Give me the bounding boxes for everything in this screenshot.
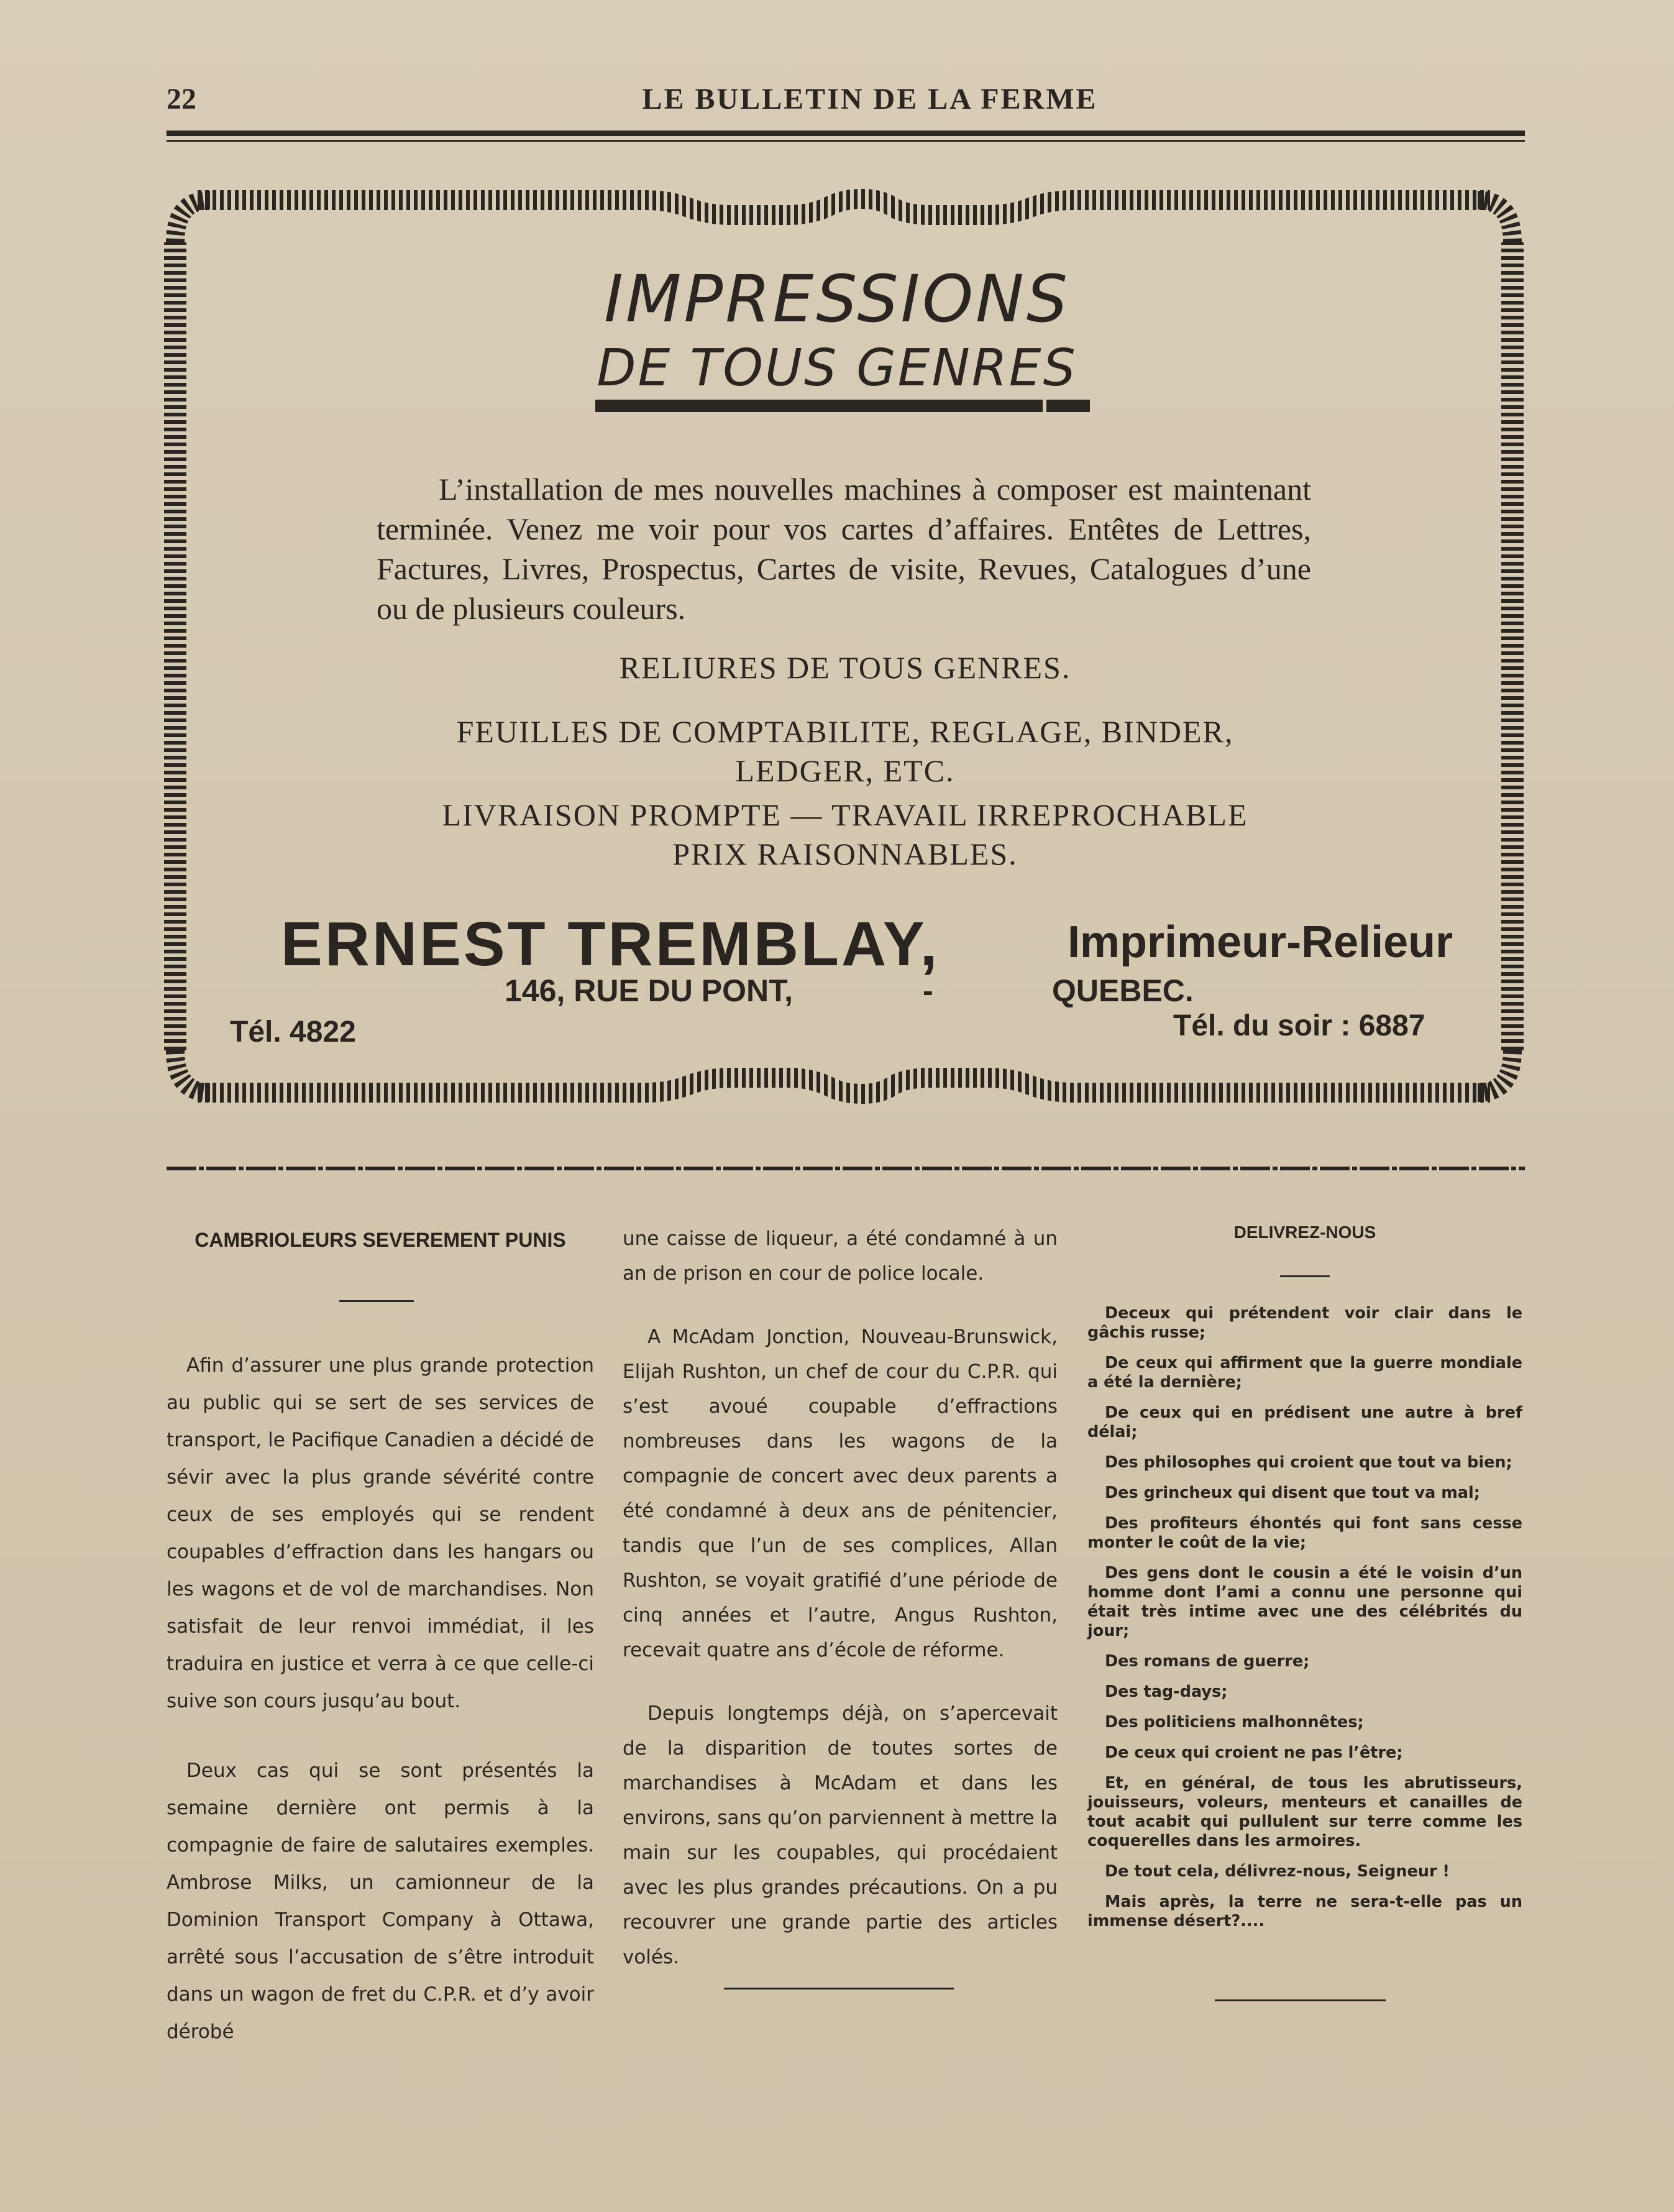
title-underline	[1280, 1275, 1330, 1277]
list-item: De ceux qui affirment que la guerre mondiale a été la dernière;	[1087, 1354, 1522, 1392]
list-item: Deceux qui prétendent voir clair dans le gâchis russe;	[1087, 1304, 1522, 1342]
list-item: Des tag-days;	[1105, 1682, 1228, 1701]
ad-city: QUEBEC.	[1052, 973, 1194, 1008]
article-end-rule	[1215, 1999, 1386, 2001]
ad-printer-name: ERNEST TREMBLAY,	[281, 909, 940, 979]
list-item: Des philosophes qui croient que tout va bien;	[1105, 1453, 1512, 1472]
article-paragraph: Depuis longtemps déjà, on s’apercevait de la disparition de toutes sortes de marchandises à McAdam et dans les environs, sans qu’on parviennent à mettre la main sur les coupables, qui procédaient avec les plus grandes précautions. On a pu recouvrer une grande partie des articles volés.	[623, 1702, 1058, 1968]
article-column-3	[1087, 1304, 1522, 1942]
article-column-1	[167, 1347, 594, 2083]
page-number: 22	[167, 83, 196, 116]
ad-line-feuilles: FEUILLES DE COMPTABILITE, REGLAGE, BINDER,	[456, 714, 1234, 749]
article-paragraph: Deux cas qui se sont présentés la semaine dernière ont permis à la compagnie de faire de salutaires exemples. Ambrose Milks, un camionneur de la Dominion Transport Company à Ottawa, arrêté sous l’accusation de s’être introduit dans un wagon de fret du C.P.R. et d’y avoir dérobé	[167, 1760, 594, 2043]
list-item: Et, en général, de tous les abrutisseurs, jouisseurs, voleurs, menteurs et canailles de tout acabit qui pullulent sur terre comme les coquerelles dans les armoires.	[1087, 1774, 1522, 1850]
list-item: De tout cela, délivrez-nous, Seigneur !	[1105, 1862, 1450, 1881]
ad-headline-rule	[595, 400, 1090, 412]
list-item: De ceux qui croient ne pas l’être;	[1105, 1743, 1403, 1762]
ad-body-text: L’installation de mes nouvelles machines à composer est maintenant terminée. Venez me voir pour vos cartes d’affaires. Entêtes de Lettres, Factures, Livres, Prospectus, Cartes de visite, Revues, Catalogues d’une ou de plusieurs couleurs.	[377, 472, 1311, 626]
article-paragraph: A McAdam Jonction, Nouveau-Brunswick, Elijah Rushton, un chef de cour du C.P.R. qui s’est avoué coupable d’effractions nombreuses dans les wagons de la compagnie de concert avec deux parents a été condamné à deux ans de pénitencier, tandis que l’un de ses complices, Allan Rushton, se voyait gratifié d’une période de cinq années et l’autre, Angus Rushton, recevait quatre ans d’école de réforme.	[623, 1326, 1058, 1661]
list-item: Des profiteurs éhontés qui font sans cesse monter le coût de la vie;	[1087, 1514, 1522, 1552]
ad-subheadline: DE TOUS GENRES	[597, 339, 1077, 398]
article-title: CAMBRIOLEURS SEVEREMENT PUNIS	[194, 1229, 566, 1251]
article-end-rule	[724, 1988, 954, 1989]
list-item: Des politiciens malhonnêtes;	[1105, 1713, 1364, 1732]
ad-address-dash: -	[923, 973, 933, 1008]
running-title: LE BULLETIN DE LA FERME	[642, 83, 1098, 116]
ad-line-feuilles-2: LEDGER, ETC.	[735, 753, 955, 788]
list-item: Des gens dont le cousin a été le voisin d’un homme dont l’ami a connu une personne qui était très intime avec une des célébrités du jour;	[1087, 1564, 1522, 1640]
ad-headline: IMPRESSIONS	[604, 261, 1070, 337]
article-paragraph: Afin d’assurer une plus grande protection au public qui se sert de ses services de transport, le Pacifique Canadien a décidé de sévir avec la plus grande sévérité contre ceux de ses employés qui se rendent coupables d’effraction dans les hangars ou les wagons et de vol de marchandises. Non satisfait de leur renvoi immédiat, il les traduira en justice et verra à ce que celle-ci suive son cours jusqu’au bout.	[167, 1354, 594, 1712]
ad-address: 146, RUE DU PONT,	[505, 973, 794, 1008]
ad-line-livraison: LIVRAISON PROMPTE — TRAVAIL IRREPROCHABLE	[442, 797, 1248, 832]
ad-line-prix: PRIX RAISONNABLES.	[672, 837, 1018, 871]
section-divider	[167, 1167, 1525, 1170]
ad-border-top	[198, 199, 1490, 215]
ad-line-reliures: RELIURES DE TOUS GENRES.	[619, 650, 1071, 685]
article-column-2	[623, 1221, 1058, 2003]
header-rule-thin	[167, 140, 1525, 142]
list-item: Des romans de guerre;	[1105, 1652, 1310, 1671]
header-rule	[167, 131, 1525, 136]
article-title: DELIVREZ-NOUS	[1233, 1223, 1376, 1242]
ad-telephone: Tél. 4822	[230, 1016, 356, 1049]
list-item: De ceux qui en prédisent une autre à bref délai;	[1087, 1403, 1522, 1441]
title-underline	[339, 1300, 414, 1302]
list-item: Mais après, la terre ne sera-t-elle pas un immense désert?....	[1087, 1893, 1522, 1930]
ad-printer-profession: Imprimeur-Relieur	[1068, 917, 1453, 967]
article-paragraph: une caisse de liqueur, a été condamné à un an de prison en cour de police locale.	[623, 1228, 1058, 1285]
ad-telephone-evening: Tél. du soir : 6887	[1173, 1009, 1425, 1042]
ad-border-bottom	[198, 1078, 1490, 1094]
list-item: Des grincheux qui disent que tout va mal;	[1105, 1484, 1480, 1502]
